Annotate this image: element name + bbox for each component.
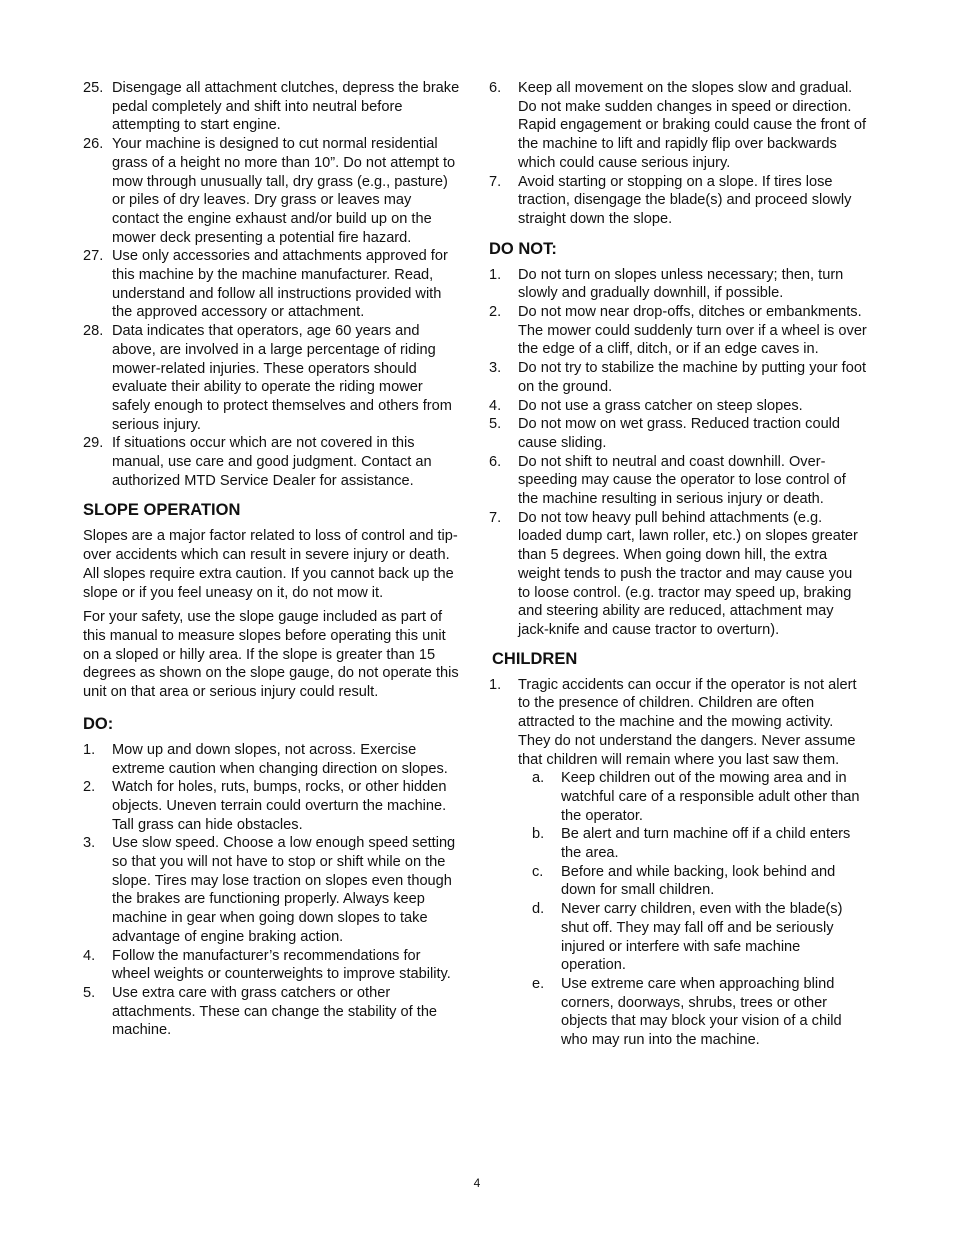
list-item: 6. Keep all movement on the slopes slow and gradual. Do not make sudden changes in speed or direction. Rapid engagement or braking could cause the front of the machine to lift and rapidly flip over backwards which could cause serious injury. bbox=[489, 80, 867, 171]
list-item: 25. Disengage all attachment clutches, depress the brake pedal completely and shift into neutral before attempting to start engine. bbox=[83, 80, 460, 134]
do-not-list bbox=[489, 266, 867, 640]
list-item: 4. Follow the manufacturer’s recommendations for wheel weights or counterweights to improve stability. bbox=[83, 947, 451, 983]
list-item: 1. Mow up and down slopes, not across. Exercise extreme caution when changing direction on slopes. bbox=[83, 741, 448, 777]
list-item: 3. Use slow speed. Choose a low enough speed setting so that you will not have to stop or shift while on the slope. Tires may lose traction on slopes even though the brakes are functioning properly. Always keep machine in gear when going down slopes to take advantage of engine braking action. bbox=[83, 835, 456, 945]
right-column bbox=[489, 79, 867, 1050]
do-heading: DO: bbox=[83, 714, 114, 733]
list-item: 3. Do not try to stabilize the machine by putting your foot on the ground. bbox=[489, 360, 867, 395]
sub-list-item: b. Be alert and turn machine off if a child enters the area. bbox=[532, 826, 851, 862]
slope-paragraph-1: Slopes are a major factor related to loss of control and tip-over accidents which can result in severe injury or death. All slopes require extra caution. If you cannot back up the slope or if you feel uneasy on it, do not mow it. bbox=[83, 528, 458, 601]
list-item: 1. Do not turn on slopes unless necessary; then, turn slowly and gradually downhill, if possible. bbox=[489, 266, 844, 302]
list-item: 7. Do not tow heavy pull behind attachments (e.g. loaded dump cart, lawn roller, etc.) on slopes greater than 5 degrees. When going down hill, the extra weight tends to push the tractor and may cause you to loose control. (e.g. tractor may speed up, braking and steering ability are reduced, attachment may jack-knife and cause tractor to overturn). bbox=[489, 509, 858, 638]
children-heading: CHILDREN bbox=[492, 649, 578, 668]
list-item: 2. Watch for holes, ruts, bumps, rocks, or other hidden objects. Uneven terrain could overturn the machine. Tall grass can hide obstacles. bbox=[83, 779, 447, 833]
list-item: 26. Your machine is designed to cut normal residential grass of a height no more than 10”. Do not attempt to mow through unusually tall, dry grass (e.g., pasture) or piles of dry leaves. Dry grass or leaves may contact the engine exhaust and/or build up on the mower deck presenting a potential fire hazard. bbox=[83, 136, 456, 246]
list-item: 28. Data indicates that operators, age 60 years and above, are involved in a large percentage of riding mower-related injuries. These operators should evaluate their ability to operate the riding mower safely enough to protect themselves and others from serious injury. bbox=[83, 323, 452, 433]
children-list bbox=[489, 676, 867, 1050]
sub-list-item: d. Never carry children, even with the blade(s) shut off. They may fall off and be seriously injured or interfere with safe machine operation. bbox=[532, 901, 843, 974]
list-item: 2. Do not mow near drop-offs, ditches or embankments. The mower could suddenly turn over if a wheel is over the edge of a cliff, ditch, or if an edge caves in. bbox=[489, 304, 867, 358]
slope-operation-heading: SLOPE OPERATION bbox=[83, 501, 241, 520]
general-safety-list bbox=[83, 79, 461, 490]
slope-paragraph-2: For your safety, use the slope gauge included as part of this manual to measure slopes before operating this unit on a sloped or hilly area. If the slope is greater than 15 degrees as shown on the slope gauge, do not operate this unit on that area or serious injury could result. bbox=[83, 609, 459, 701]
sub-list-item: e. Use extreme care when approaching blind corners, doorways, shrubs, trees or other objects that may block your vision of a child who may run into the machine. bbox=[532, 975, 842, 1049]
list-item: 29. If situations occur which are not covered in this manual, use care and good judgment. Contact an authorized MTD Service Dealer for assistance. bbox=[83, 435, 432, 489]
do-list bbox=[83, 741, 461, 1040]
sub-list-item: a. Keep children out of the mowing area and in watchful care of a responsible adult other than the operator. bbox=[532, 770, 860, 824]
sub-list-item: c. Before and while backing, look behind and down for small children. bbox=[532, 863, 836, 899]
list-item: 27. Use only accessories and attachments approved for this machine by the machine manufacturer. Read, understand and follow all instructions provided with the approved accessory or attachment. bbox=[83, 248, 448, 321]
list-item: 1. Tragic accidents can occur if the operator is not alert to the presence of children. Children are often attracted to the machine and the mowing activity. They do not understand the dangers. Never assume that children will remain where you last saw them. bbox=[489, 676, 857, 768]
do-list-continued bbox=[489, 79, 867, 229]
list-item: 6. Do not shift to neutral and coast downhill. Over-speeding may cause the operator to lose control of the machine resulting in serious injury or death. bbox=[489, 453, 846, 508]
list-item: 5. Do not mow on wet grass. Reduced traction could cause sliding. bbox=[489, 416, 841, 451]
left-column bbox=[83, 79, 461, 1040]
do-not-heading: DO NOT: bbox=[489, 239, 557, 258]
page-number: 4 bbox=[473, 1176, 481, 1190]
list-item: 4. Do not use a grass catcher on steep slopes. bbox=[489, 397, 803, 414]
list-item: 5. Use extra care with grass catchers or other attachments. These can change the stability of the machine. bbox=[83, 984, 438, 1039]
list-item: 7. Avoid starting or stopping on a slope. If tires lose traction, disengage the blade(s) and proceed slowly straight down the slope. bbox=[489, 173, 852, 227]
